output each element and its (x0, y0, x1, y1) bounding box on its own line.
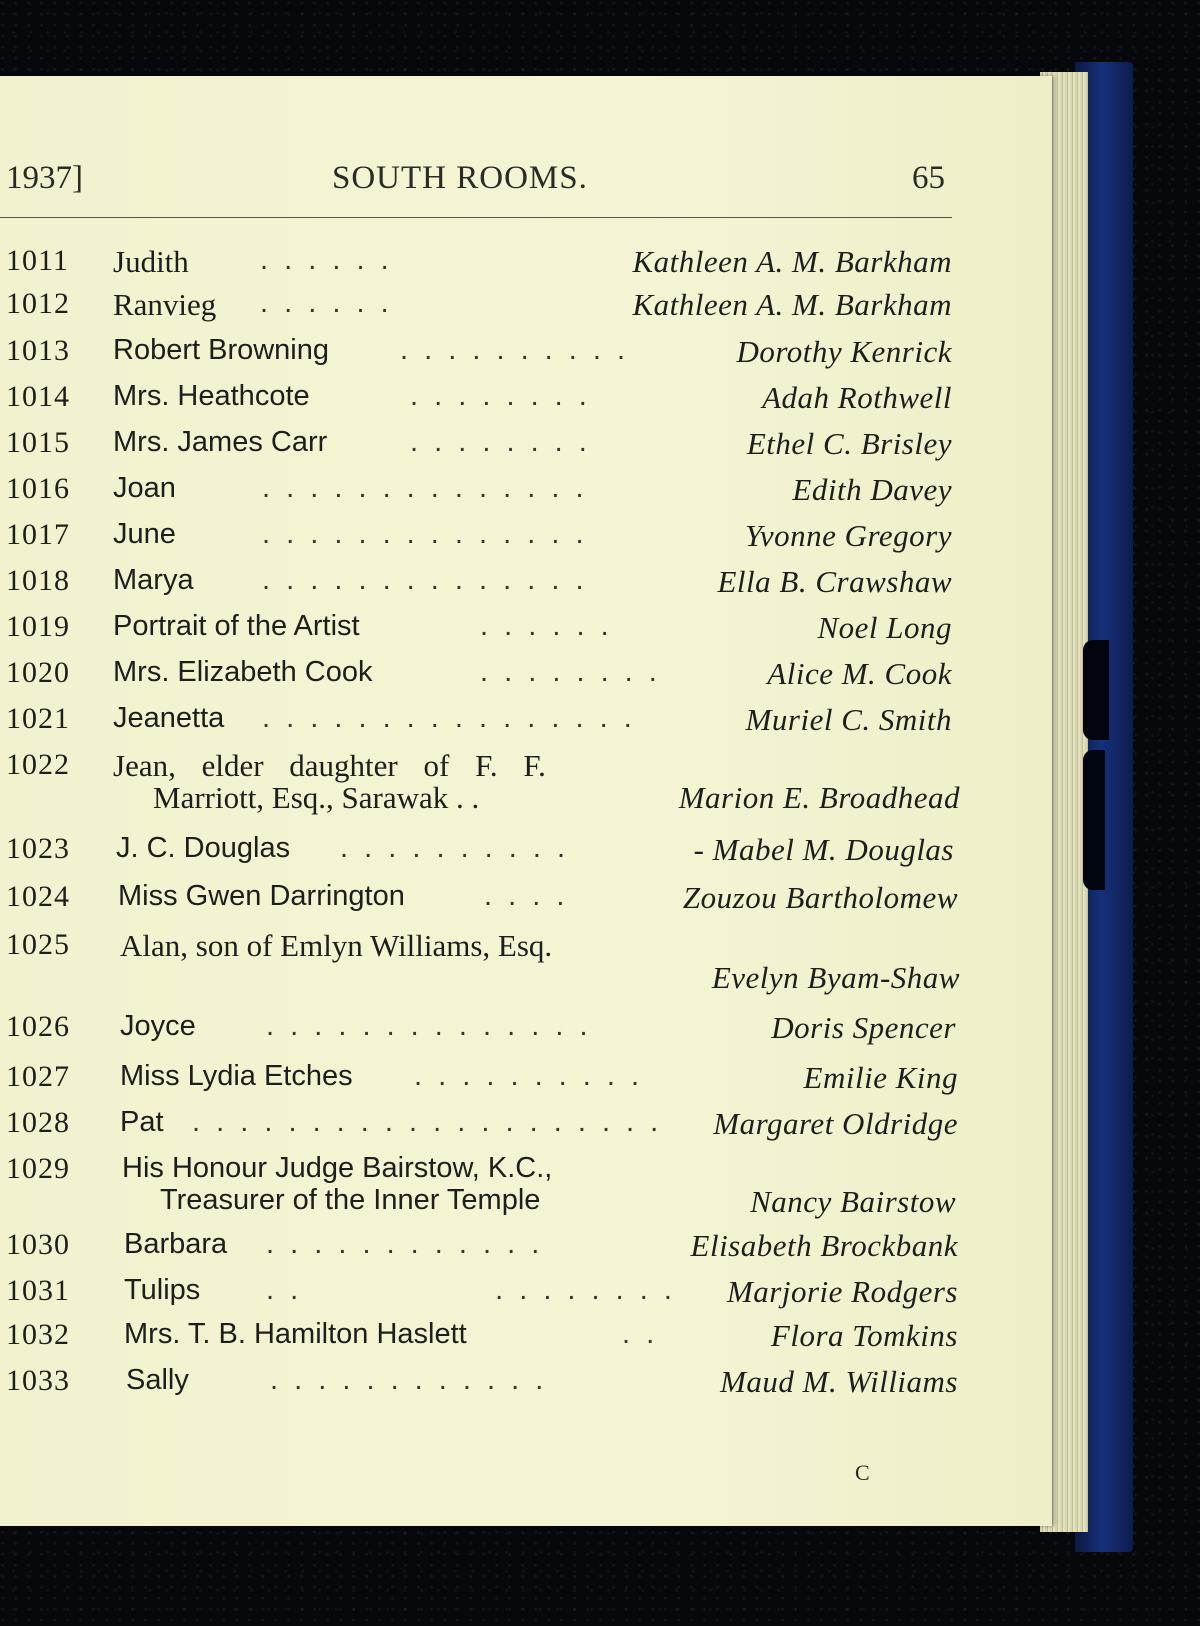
entry-artist: Noel Long (817, 610, 952, 645)
page-number: 65 (912, 160, 945, 196)
entry-number: 1030 (6, 1228, 70, 1261)
entry-number: 1017 (6, 518, 70, 551)
entry-number: 1019 (6, 610, 70, 643)
catalogue-entry (0, 928, 960, 1000)
entry-title: Tulips (124, 1274, 201, 1306)
entry-number: 1032 (6, 1318, 70, 1351)
header-rule (0, 217, 952, 218)
entry-title: Portrait of the Artist (113, 610, 360, 642)
entry-artist: Muriel C. Smith (745, 702, 952, 737)
leader-dots: . . . . . . . . (410, 380, 591, 412)
catalogue-entry (0, 748, 960, 820)
entry-title: Mrs. T. B. Hamilton Haslett (124, 1318, 467, 1350)
entry-number: 1012 (6, 287, 70, 320)
entry-title: Mrs. James Carr (113, 426, 328, 458)
entry-title: Sally (126, 1364, 189, 1396)
entry-number: 1018 (6, 564, 70, 597)
entry-number: 1025 (6, 928, 70, 961)
entry-number: 1011 (6, 244, 69, 277)
entry-artist: Dorothy Kenrick (736, 334, 952, 369)
entry-artist: Marion E. Broadhead (678, 780, 960, 815)
entry-number: 1022 (6, 748, 70, 781)
leader-dots: . . . . . . . . . . . . (270, 1364, 548, 1396)
entry-title: Alan, son of Emlyn Williams, Esq. (120, 928, 553, 963)
entry-title: Marya (113, 564, 194, 596)
entry-title: Mrs. Elizabeth Cook (113, 656, 373, 688)
entry-number: 1033 (6, 1364, 70, 1397)
entry-artist: Kathleen A. M. Barkham (632, 287, 952, 322)
entry-title: June (113, 518, 176, 550)
leader-dots: . . . . . . (260, 244, 393, 276)
entry-number: 1016 (6, 472, 70, 505)
entry-number: 1029 (6, 1152, 70, 1185)
entry-title: Joan (113, 472, 176, 504)
entry-artist: Edith Davey (792, 472, 952, 507)
running-title: SOUTH ROOMS. (332, 160, 588, 196)
entry-artist: Doris Spencer (771, 1010, 956, 1045)
entry-artist: Flora Tomkins (770, 1318, 958, 1353)
entry-title: Barbara (124, 1228, 228, 1260)
entry-artist: - Mabel M. Douglas (693, 832, 954, 867)
leader-dots: . . (622, 1318, 659, 1350)
leader-dots: . . . . . . . . . . . . . . (266, 1010, 592, 1042)
leader-dots: . . . . . . . . . . . . . . . . (262, 702, 636, 734)
leader-dots: . . . . . . . . . . . . . . (262, 472, 588, 504)
entry-number: 1023 (6, 832, 70, 865)
entry-number: 1021 (6, 702, 70, 735)
entry-artist: Ethel C. Brisley (746, 426, 952, 461)
leader-dots: . . . . . . . . . . (340, 832, 570, 864)
leader-dots: . . . . . . . . . . (414, 1060, 644, 1092)
leader-dots: . . . . . . . . . . . . . . (262, 518, 588, 550)
entry-title: Miss Lydia Etches (120, 1060, 353, 1092)
entry-title: His Honour Judge Bairstow, K.C., (122, 1152, 553, 1184)
entry-number: 1027 (6, 1060, 70, 1093)
entry-artist: Ella B. Crawshaw (717, 564, 952, 599)
entry-artist: Alice M. Cook (767, 656, 952, 691)
entry-artist: Adah Rothwell (762, 380, 952, 415)
leader-dots: . . . . . . . . . . (266, 1274, 676, 1306)
signature-mark: C (855, 1460, 870, 1485)
entry-title: Pat (120, 1106, 164, 1138)
entry-title: Joyce (120, 1010, 196, 1042)
entry-artist: Kathleen A. M. Barkham (632, 244, 952, 279)
entry-artist: Evelyn Byam-Shaw (711, 960, 960, 995)
thumb-shadow (1083, 640, 1109, 740)
entry-artist: Zouzou Bartholomew (682, 880, 958, 915)
entry-number: 1024 (6, 880, 70, 913)
entry-number: 1014 (6, 380, 70, 413)
leader-dots: . . . . . . . . . . (400, 334, 630, 366)
leader-dots: . . . . (484, 880, 569, 912)
entry-number: 1015 (6, 426, 70, 459)
entry-number: 1031 (6, 1274, 70, 1307)
running-year: 1937] (6, 160, 83, 196)
entry-artist: Marjorie Rodgers (726, 1274, 958, 1309)
leader-dots: . . . . . . . . . . . . . . . . . . . . (192, 1106, 663, 1138)
entry-title: Judith (113, 244, 189, 279)
leader-dots: . . . . . . (480, 610, 613, 642)
leader-dots: . . . . . . . . (480, 656, 661, 688)
entry-artist: Margaret Oldridge (713, 1106, 958, 1141)
entry-title: Jeanetta (113, 702, 225, 734)
entry-title: Mrs. Heathcote (113, 380, 310, 412)
leader-dots: . . . . . . (260, 287, 393, 319)
leader-dots: . . . . . . . . . . . . . . (262, 564, 588, 596)
entry-title: Robert Browning (113, 334, 329, 366)
entry-title: Jean, elder daughter of F. F. (113, 748, 546, 783)
entry-artist: Yvonne Gregory (744, 518, 952, 553)
entry-title-continued: Treasurer of the Inner Temple (160, 1184, 541, 1216)
leader-dots: . . . . . . . . (410, 426, 591, 458)
entry-number: 1020 (6, 656, 70, 689)
entry-title: J. C. Douglas (116, 832, 291, 864)
entry-title: Ranvieg (113, 287, 217, 322)
entry-number: 1028 (6, 1106, 70, 1139)
entry-number: 1013 (6, 334, 70, 367)
entry-title: Miss Gwen Darrington (118, 880, 405, 912)
thumb-shadow (1083, 750, 1105, 890)
entry-number: 1026 (6, 1010, 70, 1043)
book-page (0, 76, 1052, 1526)
catalogue-entry (0, 1152, 960, 1224)
entry-artist: Nancy Bairstow (750, 1184, 956, 1219)
entry-artist: Elisabeth Brockbank (690, 1228, 958, 1263)
leader-dots: . . . . . . . . . . . . (266, 1228, 544, 1260)
entry-artist: Maud M. Williams (720, 1364, 958, 1399)
entry-title-continued: Marriott, Esq., Sarawak . . (153, 780, 480, 815)
entry-artist: Emilie King (803, 1060, 958, 1095)
